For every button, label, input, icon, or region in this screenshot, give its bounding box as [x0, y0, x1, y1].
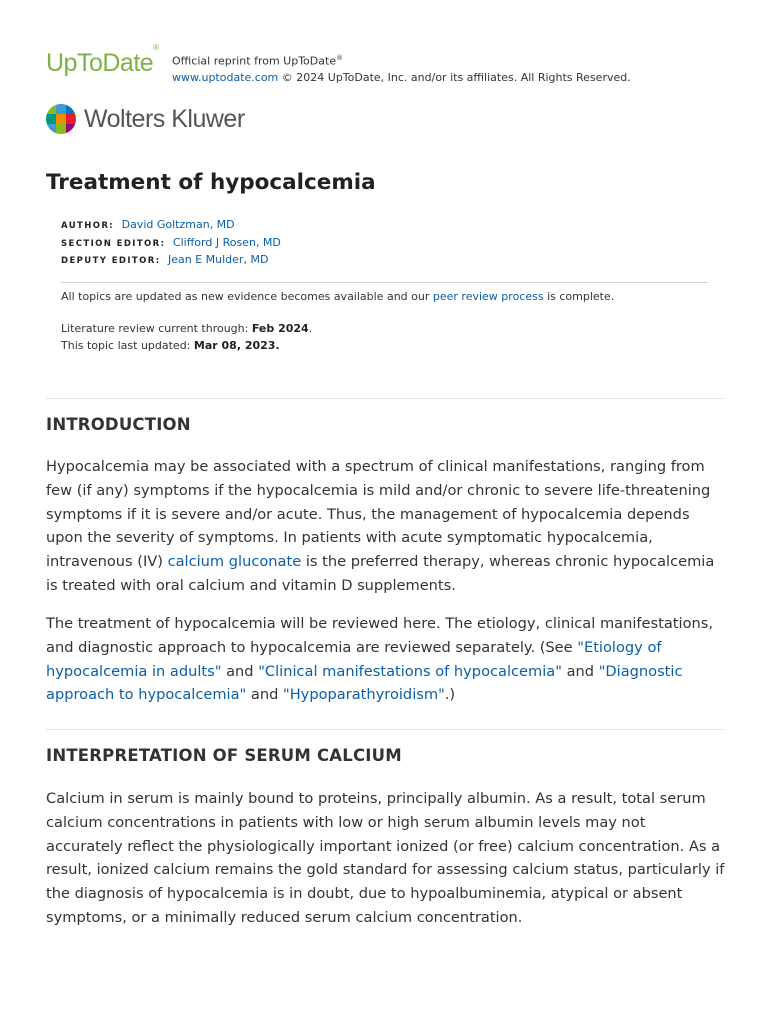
copyright-text: © 2024 UpToDate, Inc. and/or its affiliates. All Rights Reserved. [278, 70, 631, 84]
last-updated-label: This topic last updated: [61, 338, 194, 352]
reprint-header [46, 42, 726, 89]
lit-review-date: Feb 2024 [251, 322, 309, 335]
etiology-link[interactable]: "Etiology of hypocalcemia in adults" [46, 638, 662, 680]
introduction-paragraph-2 [46, 612, 726, 707]
paragraph-text: Hypocalcemia may be associated with a spectrum of clinical manifestations, ranging from few (if any) symptoms if the hypocalcemia is mild and/or chronic to severe life-threatening symptoms if it is severe and/or acute. Thus, the management of hypocalcemia depends upon the severity of symptoms. In patients with acute symptomatic hypocalcemia, intravenous (IV) [46, 458, 711, 571]
divider [46, 729, 723, 730]
clinical-manifestations-link[interactable]: "Clinical manifestations of hypocalcemia" [258, 662, 562, 680]
paragraph-text: .) [444, 686, 456, 704]
deputy-editor-label: DEPUTY EDITOR: [61, 256, 161, 266]
deputy-editor-row [61, 252, 281, 270]
reprint-notice [172, 50, 631, 86]
wolters-kluwer-mosaic-icon [46, 104, 76, 134]
reprint-line: Official reprint from UpToDate [172, 54, 337, 68]
serum-calcium-paragraph: Calcium in serum is mainly bound to proteins, principally albumin. As a result, total serum calcium concentrations in patients with low or high serum albumin levels may not accurately reflect the physiologically important ionized (or free) calcium concentration. As a result, ionized calcium remains the gold standard for assessing calcium status, particularly if the diagnosis of hypocalcemia is in doubt, due to hypoalbuminemia, atypical or absent symptoms, or a minimally reduced serum calcium concentration. [46, 790, 725, 926]
diagnostic-approach-link[interactable]: "Diagnostic approach to hypocalcemia" [46, 662, 683, 704]
paragraph-text: and [561, 662, 599, 680]
update-note-text: All topics are updated as new evidence becomes available and our [61, 290, 433, 303]
uptodate-site-link[interactable]: www.uptodate.com [172, 70, 279, 84]
paragraph-text: and [221, 662, 259, 680]
section-editor-link[interactable]: Clifford J Rosen, MD [172, 235, 281, 249]
peer-review-link[interactable]: peer review process [432, 290, 544, 303]
uptodate-logo[interactable] [46, 42, 159, 78]
lit-review-period: . [308, 322, 313, 335]
divider [46, 398, 723, 399]
hypoparathyroidism-link[interactable]: "Hypoparathyroidism" [283, 686, 445, 704]
reprint-reg: ® [336, 54, 344, 62]
author-link[interactable]: David Goltzman, MD [121, 218, 235, 231]
lit-review-label: Literature review current through: [61, 322, 252, 335]
author-list [61, 217, 281, 270]
paragraph-text: and [246, 686, 283, 704]
calcium-gluconate-link[interactable]: calcium gluconate [167, 553, 302, 571]
wolters-kluwer-logo[interactable] [46, 104, 266, 134]
deputy-editor-link[interactable]: Jean E Mulder, MD [168, 253, 269, 266]
paragraph-text: The treatment of hypocalcemia will be reviewed here. The etiology, clinical manifestations, and diagnostic approach to hypocalcemia are reviewed separately. (See [46, 615, 713, 656]
last-updated-date: Mar 08, 2023. [193, 338, 280, 352]
introduction-paragraph-1 [46, 455, 726, 598]
paragraph-text: is the preferred therapy, whereas chronic hypocalcemia is treated with oral calcium and vitamin D supplements. [46, 553, 715, 594]
page-title: Treatment of hypocalcemia [46, 170, 376, 195]
introduction-heading: INTRODUCTION [46, 415, 191, 434]
review-dates [61, 321, 312, 354]
section-editor-row [61, 235, 281, 253]
uptodate-logo-reg: ® [153, 42, 159, 52]
author-row [61, 217, 281, 235]
serum-calcium-heading: INTERPRETATION OF SERUM CALCIUM [46, 746, 402, 765]
wolters-kluwer-wordmark: Wolters Kluwer [84, 105, 245, 133]
section-editor-label: SECTION EDITOR: [61, 238, 166, 249]
divider [61, 282, 708, 283]
uptodate-logo-text: UpToDate [46, 49, 154, 77]
update-note-end: is complete. [543, 290, 615, 303]
author-label: AUTHOR: [61, 221, 115, 231]
update-note [61, 290, 614, 303]
